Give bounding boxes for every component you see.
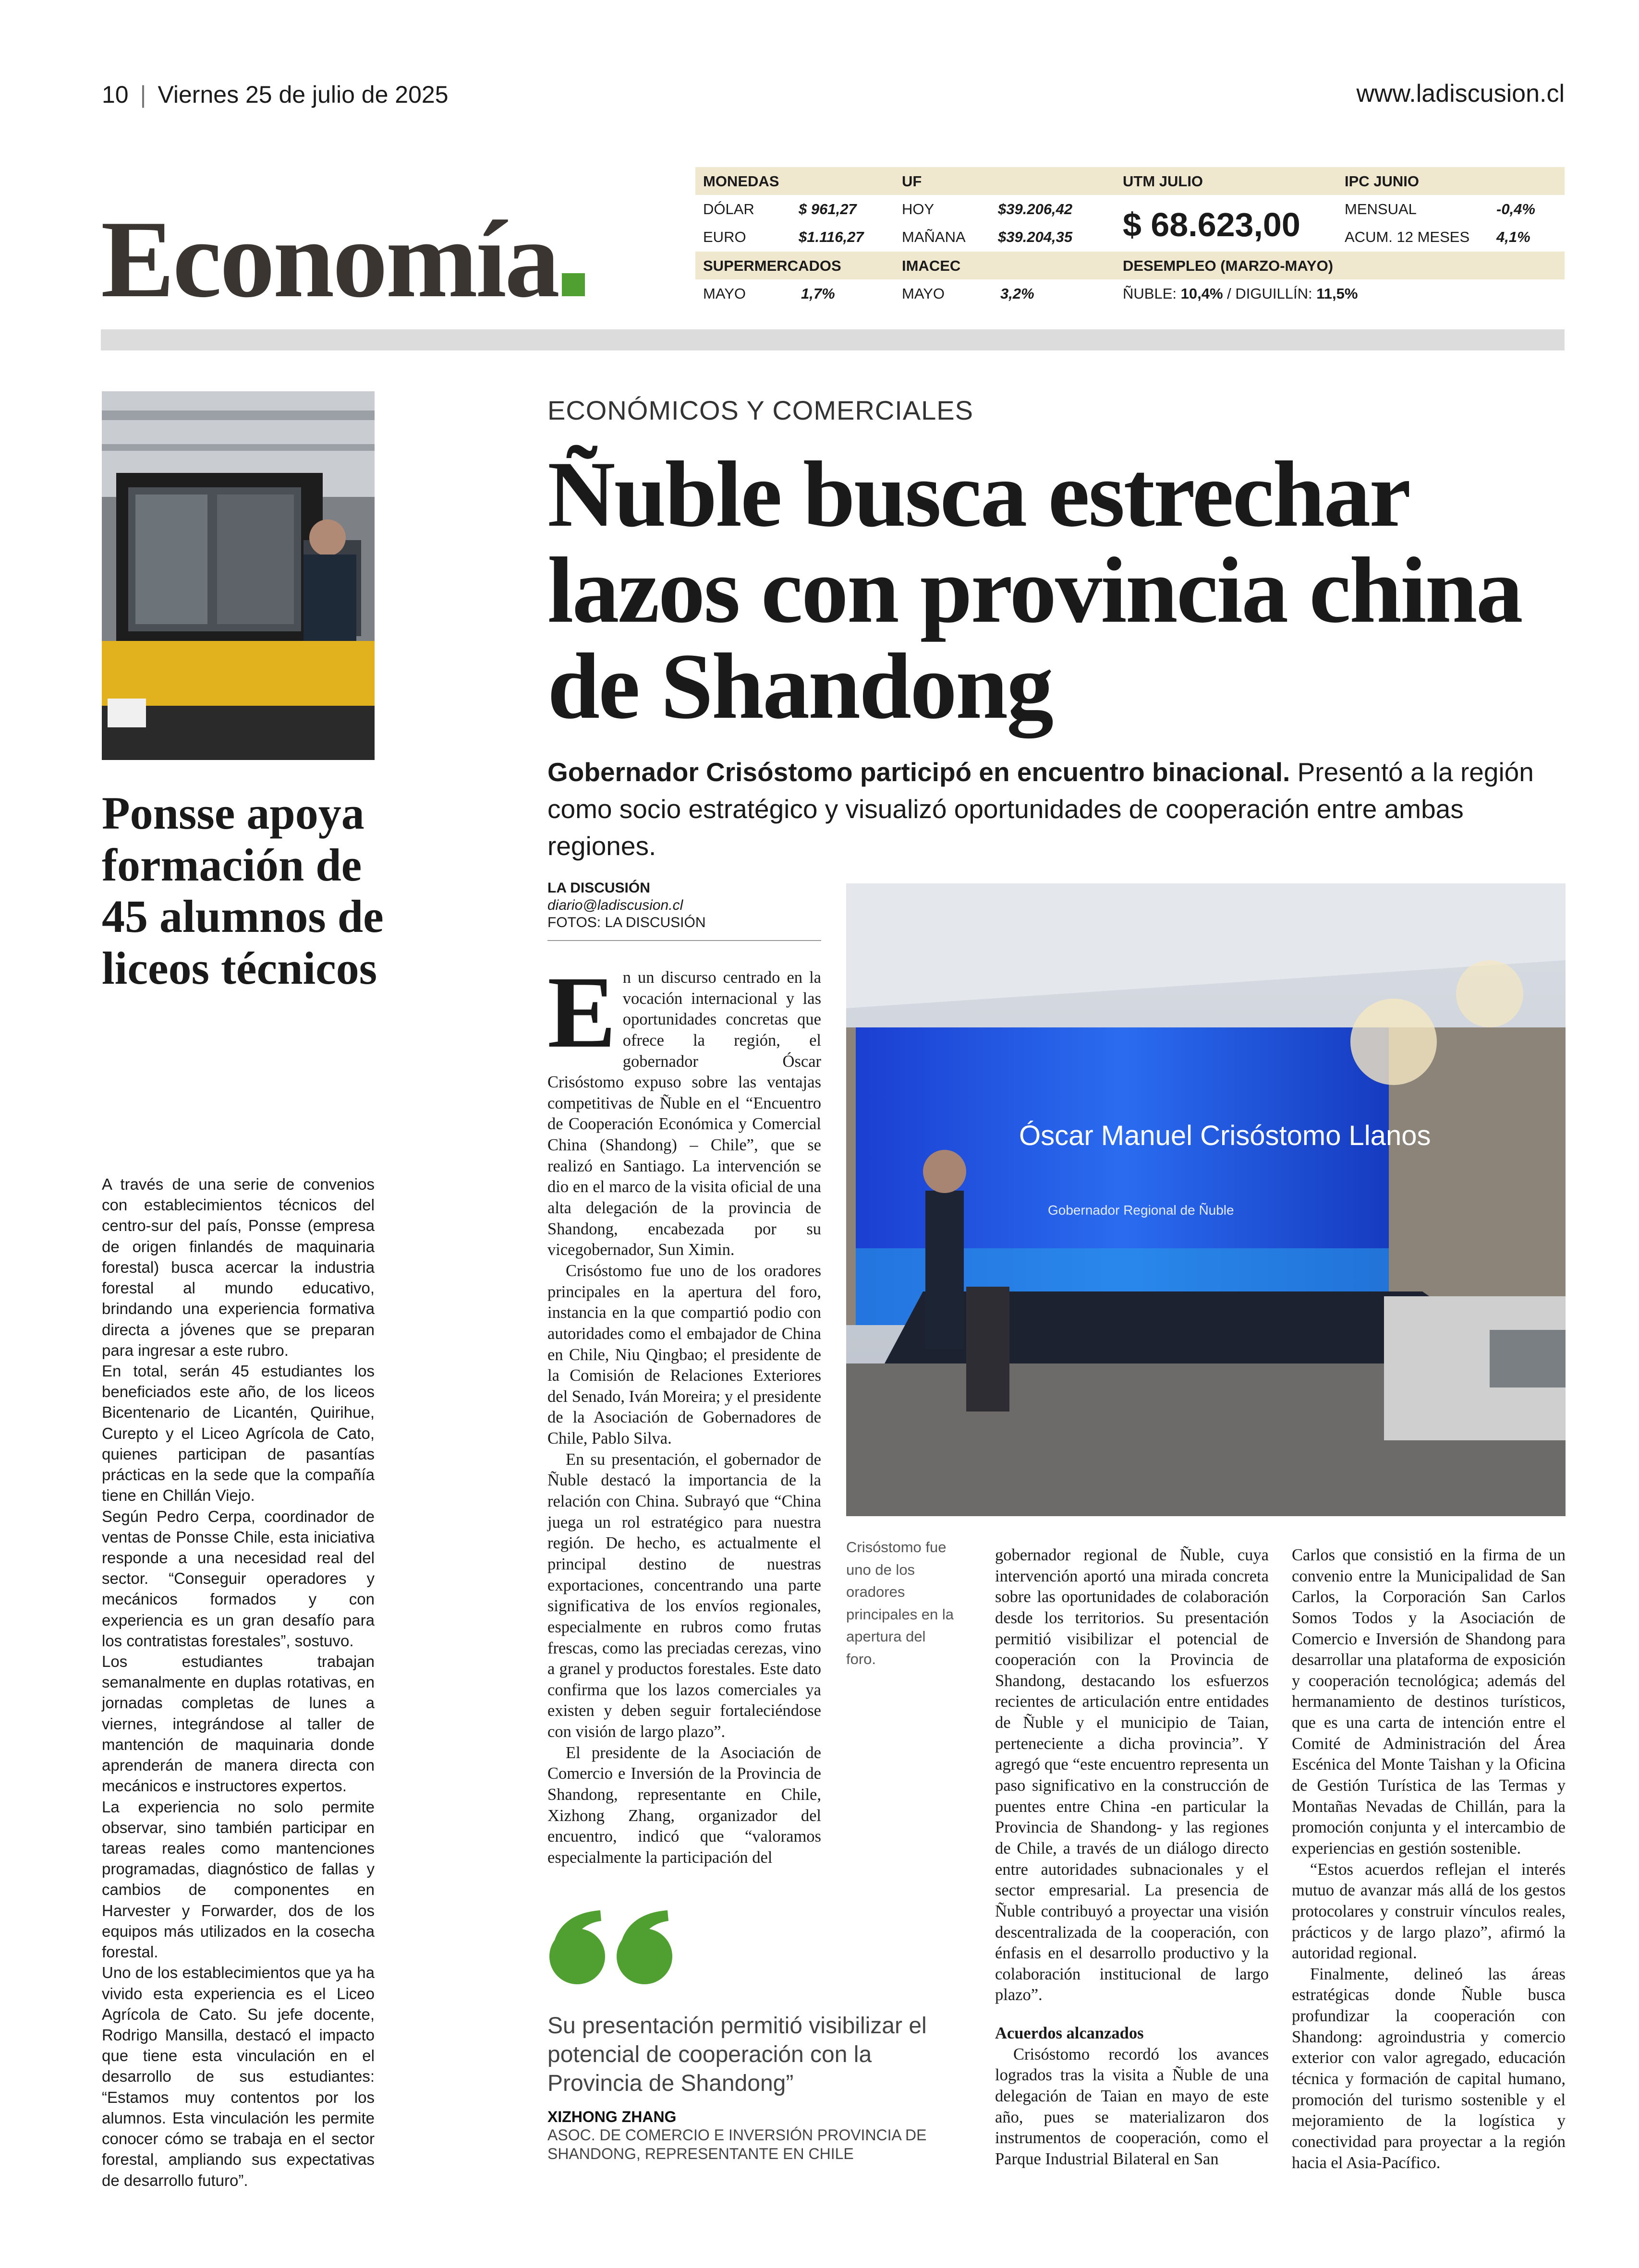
imacec-mayo-label: MAYO xyxy=(902,285,945,302)
indicators-header-row xyxy=(695,167,1565,195)
article-paragraph: Finalmente, delineó las áreas estratégicas donde Ñuble busca profundizar la cooperación con Shandong: agroindustria y comercio exterior con valor agregado, educación técnica y formación de capital humano, promoción del turismo sostenible y el mejoramiento de la logística y conectividad para proyectar a la región hacia el Asia-Pacífico. xyxy=(1292,1965,1566,2172)
dolar-label: DÓLAR xyxy=(703,201,754,217)
ipc-label: IPC JUNIO xyxy=(1345,173,1420,190)
subhead-bold: Gobernador Crisóstomo participó en encuentro binacional. xyxy=(547,757,1290,787)
nuble-label: ÑUBLE: xyxy=(1123,285,1177,302)
article-headline: Ñuble busca estrechar lazos con provincia china de Shandong xyxy=(547,442,1522,738)
sidebar-paragraph: Uno de los establecimientos que ya ha vivido esta experiencia es el Liceo Agrícola de Cato. Su jefe docente, Rodrigo Mansilla, destacó el impacto que tiene esta vinculación en el desarrollo de sus estudiantes: “Estamos muy contentos por los alumnos. Esta vinculación les permite conocer cómo se trabaja en el sector forestal, ampliando sus expectativas de desarrollo futuro”. xyxy=(102,1964,375,2189)
byline-name: LA DISCUSIÓN xyxy=(547,880,650,896)
indicators-row-3 xyxy=(695,279,1565,307)
article-paragraph: En su presentación, el gobernador de Ñuble destacó la importancia de la relación con China. Subrayó que “China juega un rol estratégico para nuestra región. De hecho, es actualmente el principal destino de nuestras exportaciones, concentrando una parte significativa de los envíos regionales, especialmente en rubros como frutas frescas, como las preciadas cerezas, vino a granel y productos forestales. Este dato confirma que los lazos comerciales ya existen y deben seguir fortaleciéndose con visión de largo plazo”. xyxy=(547,1450,821,1741)
desempleo-sep: / xyxy=(1227,285,1231,302)
sidebar-paragraph: A través de una serie de convenios con establecimientos técnicos del centro-sur del país, Ponsse (empresa de origen finlandés de maquinaria forestal) busca acercar la industria forestal al mundo educativo, brindando una experiencia formativa directa a jóvenes que se preparan para ingresar a este rubro. xyxy=(102,1175,375,1359)
sidebar-paragraph: Los estudiantes trabajan semanalmente en duplas rotativas, en jornadas completas de lunes a viernes, integrándose al taller de mantención de maquinaria donde aprenderán de manera directa con mecánicos e instructores expertos. xyxy=(102,1653,375,1795)
byline xyxy=(547,880,821,941)
utm-value: $ 68.623,00 xyxy=(1123,206,1300,243)
monedas-label: MONEDAS xyxy=(703,173,779,190)
byline-email[interactable]: diario@ladiscusion.cl xyxy=(547,897,683,913)
section-divider xyxy=(101,329,1565,350)
utm-label: UTM JULIO xyxy=(1123,173,1203,190)
article-paragraph: gobernador regional de Ñuble, cuya intervención aportó una mirada concreta sobre las oportunidades de colaboración desde los territorios. Su presentación permitió visibilizar el potencial de cooperación con la Provincia de Shandong, destacando los esfuerzos recientes de articulación entre entidades de Ñuble y el municipio de Taian, perteneciente a dicha provincia”. Y agregó que “este encuentro representa un paso significativo en la construcción de puentes entre China -en particular la Provincia de Shandong- y las regiones de Chile, a través de un diálogo directo entre autoridades subnacionales y el sector empresarial. La presencia de Ñuble contribuyó a proyectar una visión descentralizada de la cooperación, con énfasis en el desarrollo productivo y la colaboración institucional de largo plazo”. xyxy=(995,1546,1269,2004)
subhead-rest: Presentó a la región como socio estratégico y visualizó oportunidades de cooperación entre ambas regiones. xyxy=(547,757,1534,861)
section-title-text: Economía xyxy=(101,198,558,320)
ipc-mensual-label: MENSUAL xyxy=(1345,201,1417,217)
uf-manana-label: MAÑANA xyxy=(902,229,966,245)
sidebar-paragraph: Según Pedro Cerpa, coordinador de ventas de Ponsse Chile, esta iniciativa responde a una necesidad real del sector. “Conseguir operadores y mecánicos formados y con experiencia es un gran desafío para los contratistas forestales”, sostuvo. xyxy=(102,1507,375,1650)
supermercados-mayo-value: 1,7% xyxy=(801,285,835,302)
site-url[interactable]: www.ladiscusion.cl xyxy=(1356,80,1565,108)
page-date: Viernes 25 de julio de 2025 xyxy=(158,81,449,108)
article-column-3 xyxy=(1292,1545,1566,2173)
pull-quote-text: Su presentación permitió visibilizar el potencial de cooperación con la Provincia de Shandong” xyxy=(547,2013,927,2096)
byline-photos: FOTOS: LA DISCUSIÓN xyxy=(547,915,706,930)
sidebar-body xyxy=(102,1174,375,2191)
article-paragraph: “Estos acuerdos reflejan el interés mutuo de avanzar más allá de los gestos protocolares y construir vínculos reales, prácticos y de largo plazo”, afirmó la autoridad regional. xyxy=(1292,1860,1566,1963)
article-kicker: ECONÓMICOS Y COMERCIALES xyxy=(547,395,973,425)
section-title xyxy=(101,198,585,320)
euro-value: $1.116,27 xyxy=(799,229,864,245)
section-dot-icon xyxy=(562,273,585,296)
ponsse-machine-photo xyxy=(102,391,375,760)
article-paragraph: n un discurso centrado en la vocación internacional y las oportunidades concretas que ofrece la región, el gobernador Óscar Crisóstomo expuso sobre las ventajas competitivas de Ñuble en el “Encuentro de Cooperación Económica y Comercial China (Shandong) – Chile”, que se realizó en Santiago. La intervención se dio en el marco de la visita oficial de una alta delegación de la provincia de Shandong, encabezada por su vicegobernador, Sun Ximin. xyxy=(547,968,821,1259)
imacec-mayo-value: 3,2% xyxy=(1000,285,1034,302)
uf-hoy-label: HOY xyxy=(902,201,935,217)
ipc-acum-value: 4,1% xyxy=(1496,229,1530,245)
event-photo xyxy=(846,883,1566,1516)
imacec-label: IMACEC xyxy=(902,257,961,274)
article-paragraph: Carlos que consistió en la firma de un convenio entre la Municipalidad de San Carlos, la Corporación San Carlos Somos Todos y la Asociación de Comercio e Inversión de Shandong para desarrollar una plataforma de exposición y cooperación tecnológica; además del hermanamiento de destinos turísticos, que es una carta de intención entre el Comité de Administración del Área Escénica del Monte Taishan y la Oficina de Gestión Turística de las Termas y Montañas Nevadas de Chillán, para la promoción conjunta y el intercambio de experiencias en gestión sostenible. xyxy=(1292,1546,1566,1858)
supermercados-label: SUPERMERCADOS xyxy=(703,257,841,274)
header-separator: | xyxy=(140,81,146,108)
quote-marks-icon xyxy=(547,1908,677,1985)
ipc-acum-label: ACUM. 12 MESES xyxy=(1345,229,1470,245)
supermercados-mayo-label: MAYO xyxy=(703,285,746,302)
ipc-mensual-value: -0,4% xyxy=(1496,201,1535,217)
article-paragraph: Crisóstomo recordó los avances logrados tras la visita a Ñuble de una delegación de Taian en mayo de este año, pues se materializaron dos instrumentos de cooperación, como el Parque Industrial Bilateral en San xyxy=(995,2045,1269,2168)
page-header xyxy=(102,81,449,109)
dolar-value: $ 961,27 xyxy=(799,201,857,217)
article-subhead xyxy=(547,754,1570,865)
desempleo-values xyxy=(1123,285,1358,302)
diguillin-value: 11,5% xyxy=(1316,285,1358,302)
pull-quote-author xyxy=(547,2108,980,2163)
photo-screen-name: Óscar Manuel Crisóstomo Llanos xyxy=(1019,1120,1431,1151)
sidebar-headline: Ponsse apoya formación de 45 alumnos de liceos técnicos xyxy=(102,787,384,994)
article-column-2 xyxy=(995,1545,1269,2170)
article-paragraph: El presidente de la Asociación de Comercio e Inversión de la Provincia de Shandong, representante en Chile, Xizhong Zhang, organizador del encuentro, indicó que “valoramos especialmente la participación del xyxy=(547,1743,821,1867)
nuble-value: 10,4% xyxy=(1180,285,1223,302)
euro-label: EURO xyxy=(703,229,746,245)
sidebar-paragraph: La experiencia no solo permite observar, sino también participar en tareas reales como mantenciones programadas, diagnóstico de fallas y cambios de componentes en Harvester y Forwarder, dos de los equipos más utilizados en la cosecha forestal. xyxy=(102,1798,375,1961)
article-subtitle: Acuerdos alcanzados xyxy=(995,2024,1144,2043)
quote-author-role: ASOC. DE COMERCIO E INVERSIÓN PROVINCIA DE SHANDONG, REPRESENTANTE EN CHILE xyxy=(547,2126,927,2162)
forestry-machine-image xyxy=(102,391,375,760)
article-column-1 xyxy=(547,955,822,1869)
uf-hoy-value: $39.206,42 xyxy=(998,201,1073,217)
sidebar-paragraph: En total, serán 45 estudiantes los beneficiados este año, de los liceos Bicentenario de Licantén, Quirihue, Curepto y el Liceo Agrícola de Cato, quienes participan de pasantías prácticas en la sede que la compañía tiene en Chillán Viejo. xyxy=(102,1362,375,1505)
conference-stage-image xyxy=(846,883,1566,1516)
drop-cap: E xyxy=(547,955,616,1069)
indicators-header-row-2 xyxy=(695,252,1565,279)
indicators-table xyxy=(695,167,1565,311)
photo-screen-subtitle: Gobernador Regional de Ñuble xyxy=(1048,1203,1234,1218)
photo-caption: Crisóstomo fue uno de los oradores principales en la apertura del foro. xyxy=(846,1539,954,1667)
desempleo-label: DESEMPLEO (MARZO-MAYO) xyxy=(1123,257,1334,274)
page-number: 10 xyxy=(102,81,129,108)
quote-author-name: XIZHONG ZHANG xyxy=(547,2108,677,2125)
article-paragraph: Crisóstomo fue uno de los oradores principales en la apertura del foro, instancia en la que compartió podio con autoridades como el embajador de China en Chile, Niu Qingbao; el presidente de la Comisión de Relaciones Exteriores del Senado, Iván Moreira; y el presidente de la Asociación de Gobernadores de Chile, Pablo Silva. xyxy=(547,1261,822,1448)
uf-manana-value: $39.204,35 xyxy=(998,229,1073,245)
diguillin-label: DIGUILLÍN: xyxy=(1235,285,1312,302)
uf-label: UF xyxy=(902,173,922,190)
